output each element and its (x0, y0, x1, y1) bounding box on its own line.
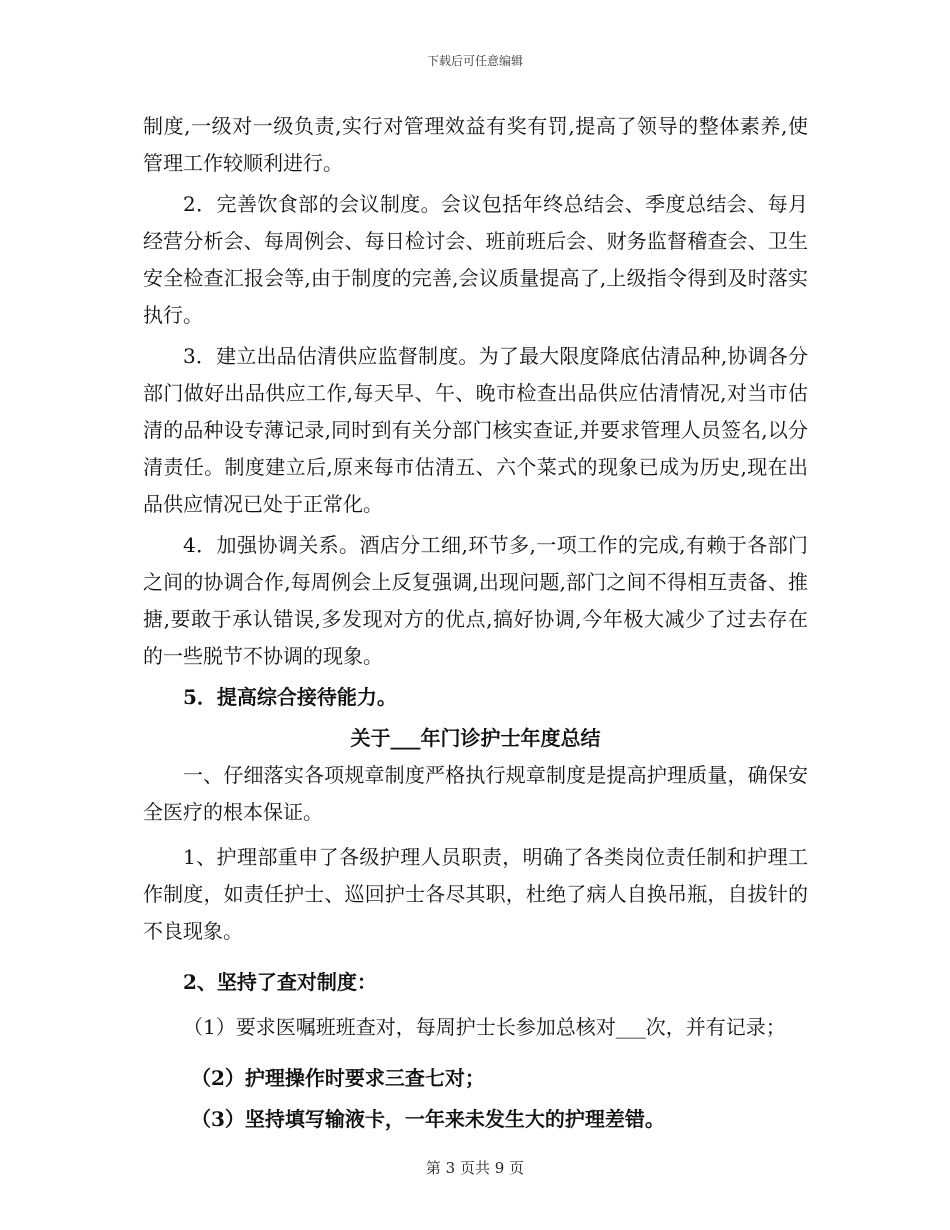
paragraph-point-1: 1、护理部重申了各级护理人员职责，明确了各类岗位责任制和护理工作制度，如责任护士、巡回护士各尽其职，杜绝了病人自换吊瓶，自拔针的不良现象。 (143, 845, 808, 943)
page-header: 下载后可任意编辑 (426, 54, 523, 68)
page-footer: 第 3 页共 9 页 (425, 1159, 525, 1177)
paragraph-item-2: 2．完善饮食部的会议制度。会议包括年终总结会、季度总结会、每月经营分析会、每周例会、每日检讨会、班前班后会、财务监督稽查会、卫生安全检查汇报会等,由于制度的完善,会议质量提高了,上级指令得到及时落实执行。 (143, 192, 808, 327)
section-title: 关于___年门诊护士年度总结 (350, 726, 601, 750)
paragraph-continuation: 制度,一级对一级负责,实行对管理效益有奖有罚,提高了领导的整体素养,使管理工作较顺利进行。 (143, 114, 808, 175)
paragraph-point-2: 2、坚持了查对制度： (183, 970, 377, 994)
paragraph-item-4: 4．加强协调关系。酒店分工细,环节多,一项工作的完成,有赖于各部门之间的协调合作,每周例会上反复强调,出现问题,部门之间不得相互责备、推搪,要敢于承认错误,多发现对方的优点,搞好协调,今年极大减少了过去存在的一些脱节不协调的现象。 (143, 533, 808, 668)
document-body (143, 108, 808, 1138)
paragraph-sub-3: （3）坚持填写输液卡，一年来未发生大的护理差错。 (191, 1107, 665, 1131)
paragraph-section-1: 一、仔细落实各项规章制度严格执行规章制度是提高护理质量，确保安全医疗的根本保证。 (143, 763, 808, 824)
paragraph-sub-1: （1）要求医嘱班班查对，每周护士长参加总核对___次，并有记录； (183, 1015, 786, 1039)
paragraph-item-3: 3．建立出品估清供应监督制度。为了最大限度降底估清品种,协调各分部门做好出品供应工作,每天早、午、晚市检查出品供应估清情况,对当市估清的品种设专薄记录,同时到有关分部门核实查证,并要求管理人员签名,以分清责任。制度建立后,原来每市估清五、六个菜式的现象已成为历史,现在出品供应情况已处于正常化。 (143, 344, 808, 516)
paragraph-item-5: 5．提高综合接待能力。 (183, 685, 397, 709)
paragraph-sub-2: （2）护理操作时要求三查七对； (191, 1066, 485, 1090)
